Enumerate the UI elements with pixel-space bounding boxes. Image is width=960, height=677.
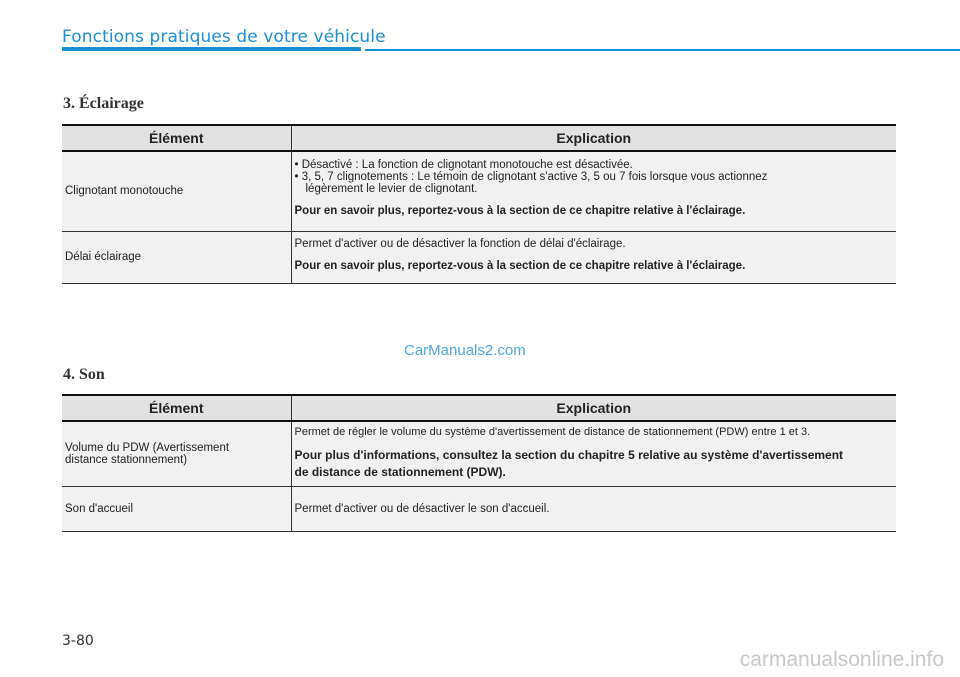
explication-note: de distance de stationnement (PDW). — [294, 465, 506, 479]
table-row — [62, 151, 896, 231]
son-table — [62, 394, 896, 532]
column-header-element: Élément — [62, 395, 291, 421]
table-header-row — [62, 395, 896, 421]
item-label: Son d'accueil — [65, 502, 134, 515]
eclairage-table — [62, 124, 896, 284]
section-title-eclairage: 3. Éclairage — [63, 95, 144, 112]
explication-note: Pour plus d'informations, consultez la section du chapitre 5 relative au système d'avertissement — [294, 448, 844, 462]
column-header-element: Élément — [62, 125, 291, 151]
table-cell-explication — [291, 421, 896, 486]
page-number: 3-80 — [62, 633, 94, 649]
watermark: CarManuals2.com — [404, 342, 526, 359]
header-rule-thin — [365, 49, 960, 51]
explication-line: légèrement le levier de clignotant. — [305, 183, 478, 195]
header-title: Fonctions pratiques de votre véhicule — [62, 27, 386, 47]
table-cell-explication — [291, 151, 896, 231]
table-row — [62, 421, 896, 486]
table-cell-item — [62, 151, 291, 231]
column-header-explication: Explication — [291, 395, 896, 421]
table-header-row — [62, 125, 896, 151]
explication-note: Pour en savoir plus, reportez-vous à la section de ce chapitre relative à l'éclairage. — [294, 259, 746, 272]
explication-line: Permet de régler le volume du système d'avertissement de distance de stationnement (PDW) entre 1 et 3. — [294, 426, 811, 438]
explication-line: Permet d'activer ou de désactiver le son d'accueil. — [294, 502, 550, 515]
column-header-explication: Explication — [291, 125, 896, 151]
table-cell-item — [62, 231, 291, 283]
explication-line: Permet d'activer ou de désactiver la fonction de délai d'éclairage. — [294, 237, 626, 250]
explication-line: • 3, 5, 7 clignotements : Le témoin de clignotant s'active 3, 5 ou 7 fois lorsque vous actionnez — [294, 171, 768, 183]
table-cell-item — [62, 486, 291, 531]
explication-note: Pour en savoir plus, reportez-vous à la section de ce chapitre relative à l'éclairage. — [294, 205, 746, 217]
section-title-son: 4. Son — [63, 366, 105, 383]
header-rule-thick — [62, 47, 361, 51]
table-row — [62, 231, 896, 283]
table-cell-explication — [291, 486, 896, 531]
table-row — [62, 486, 896, 531]
explication-line: • Désactivé : La fonction de clignotant monotouche est désactivée. — [294, 159, 633, 171]
item-label: Délai éclairage — [65, 251, 142, 263]
item-label: Clignotant monotouche — [65, 185, 184, 198]
item-label: Volume du PDW (Avertissement — [65, 441, 230, 454]
table-cell-explication — [291, 231, 896, 283]
footer-logo: carmanualsonline.info — [739, 648, 944, 671]
table-cell-item — [62, 421, 291, 486]
item-label: distance stationnement) — [65, 453, 188, 466]
